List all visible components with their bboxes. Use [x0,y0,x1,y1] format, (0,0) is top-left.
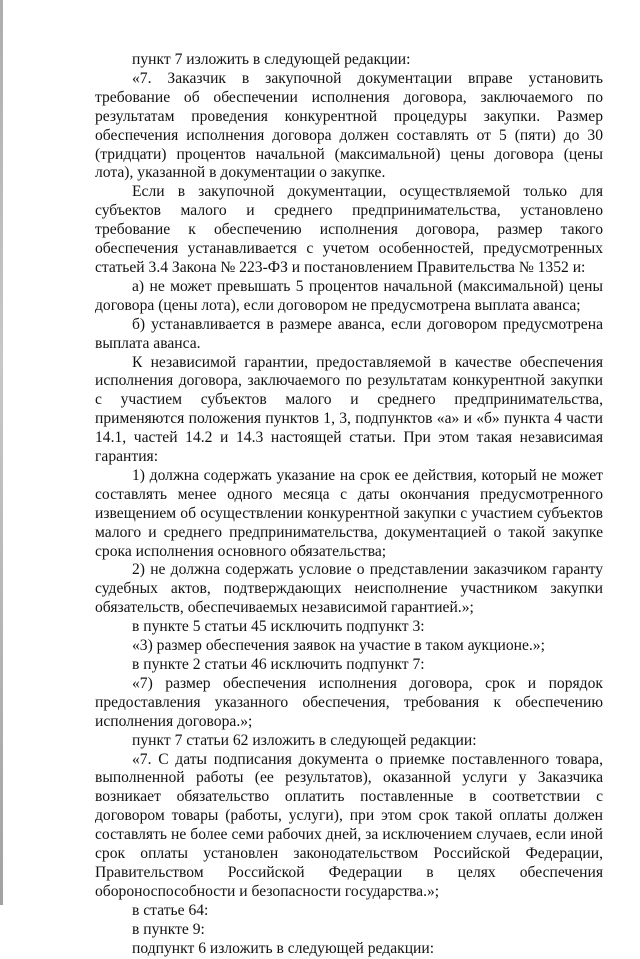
paragraph: «7) размер обеспечения исполнения договора, срок и порядок предоставления указанного обеспечения, требования к обеспечению исполнения договора.»; [95,674,603,730]
paragraph: б) устанавливается в размере аванса, если договором предусмотрена выплата аванса. [95,315,603,352]
paragraph: Если в закупочной документации, осуществляемой только для субъектов малого и среднего предпринимательства, установлено требование к обеспечению исполнения договора, размер такого обеспечения устанавливается с учетом особенностей, предусмотренных статьей 3.4 Закона № 223-ФЗ и постановлением Правительства № 1352 и: [95,183,603,276]
paragraph: подпункт 6 изложить в следующей редакции: [132,939,435,957]
paragraph: «3) размер обеспечения заявок на участие в таком аукционе.»; [132,637,545,655]
paragraph: в пункте 9: [132,920,205,938]
scan-edge-shadow [0,0,3,905]
paragraph: 1) должна содержать указание на срок ее действия, который не может составлять менее одного месяца с даты окончания предусмотренного извещением об осуществлении конкурентной закупки с участием субъектов малого и среднего предпринимательства, документацией о такой закупке срока исполнения основного обязательства; [95,466,603,560]
paragraph: в статье 64: [132,901,209,919]
paragraph: в пункте 5 статьи 45 исключить подпункт 3: [132,618,425,636]
paragraph: а) не может превышать 5 процентов начальной (максимальной) цены договора (цены лота), если договором не предусмотрена выплата аванса; [95,277,603,314]
paragraph: «7. С даты подписания документа о приемке поставленного товара, выполненной работы (ее результатов), оказанной услуги у Заказчика возникает обязательство оплатить поставленные в соответствии с договором товары (работы, услуги), при этом срок такой оплаты должен составлять не более семи рабочих дней, за исключением случаев, если иной срок оплаты установлен законодательством Российской Федерации, Правительством Российской Федерации в целях обеспечения обороноспособности и безопасности государства.»; [95,750,603,900]
paragraph: 2) не должна содержать условие о представлении заказчиком гаранту судебных актов, подтверждающих неисполнение участником закупки обязательств, обеспечиваемых независимой гарантией.»; [95,561,603,617]
paragraph: пункт 7 изложить в следующей редакции: [132,51,411,68]
paragraph: в пункте 2 статьи 46 исключить подпункт 7: [132,656,425,673]
paragraph: пункт 7 статьи 62 изложить в следующей редакции: [132,731,477,749]
document-body [95,51,603,959]
paragraph: «7. Заказчик в закупочной документации вправе установить требование об обеспечении исполнения договора, заключаемого по результатам проведения конкурентной процедуры закупки. Размер обеспечения исполнения договора должен составлять от 5 (пяти) до 30 (тридцати) процентов начальной (максимальной) цены договора (цены лота), указанной в документации о закупке. [95,69,603,182]
paragraph: К независимой гарантии, предоставляемой в качестве обеспечения исполнения договора, заключаемого по результатам конкурентной закупки с участием субъектов малого и среднего предпринимательства, применяются положения пунктов 1, 3, подпунктов «а» и «б» пункта 4 части 14.1, частей 14.2 и 14.3 настоящей статьи. При этом такая независимая гарантия: [95,353,603,466]
